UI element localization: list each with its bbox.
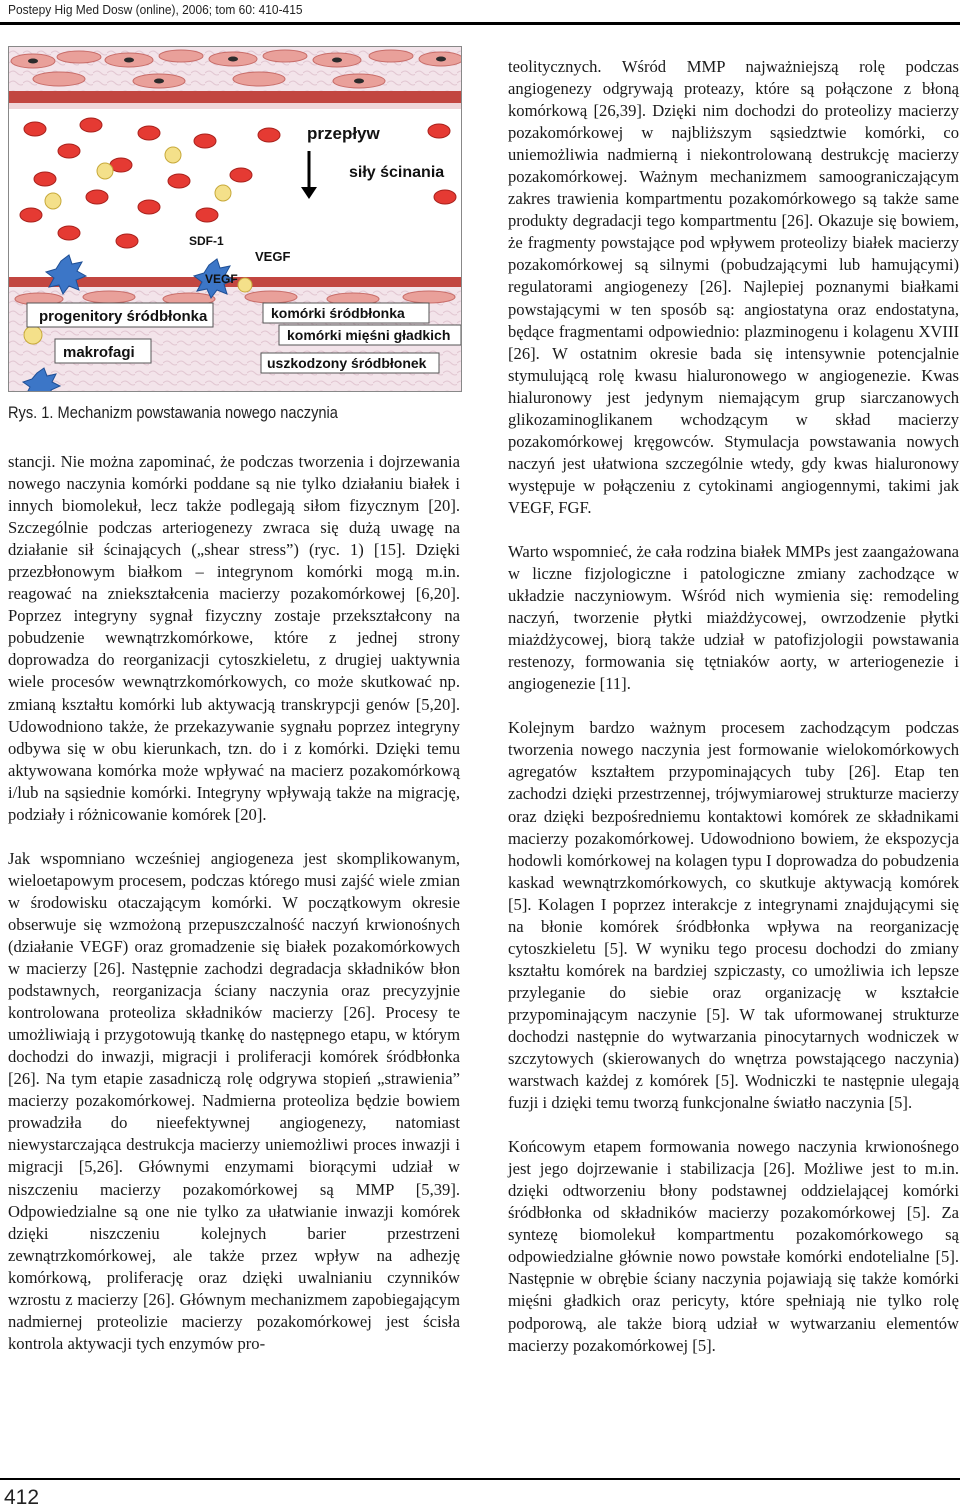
left-column xyxy=(8,451,460,1355)
label-vegf-2: VEGF xyxy=(205,272,238,286)
paragraph: stancji. Nie można zapominać, że podczas tworzenia i dojrzewania nowego naczynia komórki poddane są nie tylko działaniu białek i innych biomolekuł, lecz także podlegają siłom fizycznym [20]. Szczególnie podczas arteriogenezy zwraca się dużą uwagę na działanie sił ścinających („shear stress”) (ryc. 1) [15]. Dzięki przezbłonowym białkom – integrynom komórki mogą m.in. reagować na zniekształcenia macierzy pozakomórkowej [6,20]. Poprzez integryny sygnał fizyczny zostaje przekształcony na pobudzenie wewnątrzkomórkowe, które z jednej strony doprowadza do reorganizacji cytoszkieletu, z drugiej uaktywnia wiele procesów wewnątrzkomórkowych, co może skutkować np. zmianą kształtu komórki lub aktywacją transkrypcji genów [5,20]. Udowodniono także, że przekazywanie sygnału poprzez integryny odbywa się w obu kierunkach, tzn. do i z komórki. Dzięki temu aktywowana komórka może wpływać na macierz pozakomórkową i/lub na sąsiednie komórki. Integryny wpływają także na migrację, podziały i różnicowanie komórek [20]. xyxy=(8,452,460,824)
vessel-lumen xyxy=(9,109,461,277)
label-endothelial: komórki śródbłonka xyxy=(271,305,405,321)
label-macrophages: makrofagi xyxy=(63,344,135,361)
figure-caption: Rys. 1. Mechanizm powstawania nowego naczynia xyxy=(8,403,338,422)
paragraph: Końcowym etapem formowania nowego naczynia krwionośnego jest jego dojrzewanie i stabilizacja [26]. Możliwe jest to m.in. dzięki odtworzeniu błony podstawnej oddzielającej komórki śródbłonka od składników macierzy pozakomórkowej [5]. Za syntezę biomolekuł kompartmentu pozakomórkowego są odpowiedzialne głównie nowo powstałe komórki endotelialne [5]. Następnie w obrębie ściany naczynia pojawiają się także komórki mięśni gładkich oraz pericyty, które spełniają nie tylko rolę podporową, ale także biorą udział w wytwarzaniu elementów macierzy pozakomórkowej [5]. xyxy=(508,1137,959,1355)
label-smooth-muscle: komórki mięśni gładkich xyxy=(287,327,451,343)
label-flow: przepływ xyxy=(307,124,380,143)
label-vegf-1: VEGF xyxy=(255,249,291,264)
figure-vessel-mechanism xyxy=(8,46,462,392)
header-rule xyxy=(0,22,960,25)
endothelium-top-line xyxy=(9,91,461,103)
label-progenitors: progenitory śródbłonka xyxy=(39,308,208,325)
paragraph: Warto wspomnieć, że cała rodzina białek MMPs jest zaangażowana w liczne fizjologiczne i patologiczne zmiany zachodzące w układzie naczyniowym. Wśród nich wymienia się: remodeling naczyń, tworzenie płytki miażdżycowej, owrzodzenie płytki miażdżycowej, biorą także udział w patofizjologii powstawania restenozy, formowania się tętniaków aorty, w arteriogenezie i angiogenezie [11]. xyxy=(508,541,959,694)
running-header: Postepy Hig Med Dosw (online), 2006; tom 60: 410-415 xyxy=(8,2,303,17)
label-sdf1: SDF-1 xyxy=(189,234,224,248)
label-damaged: uszkodzony śródbłonek xyxy=(267,355,427,371)
paragraph: Kolejnym bardzo ważnym procesem zachodzącym podczas tworzenia nowego naczynia jest formowanie wielokomórkowych agregatów kształtem przypominających tuby [26]. Etap ten zachodzi dzięki przestrzennej, trójwymiarowej strukturze macierzy oraz dzięki bezpośredniemu kontaktowi komórek ze składnikami macierzy pozakomórkowej. Udowodniono bowiem, że ekspozycja hodowli komórkowej na kolagen typu I doprowadza do pobudzenia kaskad wewnątrzkomórkowych, co skutkuje aktywacją komórek [5]. Kolagen I poprzez interakcje z integrynami znajdującymi się na błonie komórek śródbłonka wpływa na reorganizację cytoszkieletu [5]. W wyniku tego procesu dochodzi do zmiany kształtu komórek na bardziej szpiczasty, co umożliwia ich lepsze przyleganie do siebie oraz organizację w kształcie przypominającym naczynie [5]. W tak uformowanej strukturze dochodzi następnie do wytwarzania pinocytarnych wodniczek w szczytowych (skierowanych do wnętrza powstającego naczynia) warstwach każdej z komórek [5]. Wodniczki te następnie ulegają fuzji i dzięki temu tworzą funkcjonalne światło naczynia [5]. xyxy=(508,718,959,1113)
page-number: 412 xyxy=(4,1486,40,1509)
paragraph: teolitycznych. Wśród MMP najważniejszą rolę podczas angiogenezy odgrywają proteazy, które są połączone z błoną komórkową [26,39]. Dzięki nim dochodzi do proteolizy macierzy pozakomórkowej w najbliższym sąsiedztwie komórki, co uniemożliwia nadmierną i niekontrolowaną destrukcję macierzy pozakomórkowej. Ważnym mechanizmem samoograniczającym zakres trawienia kompartmentu pozakomórkowego są także same produkty degradacji tego kompartmentu [26]. Okazuje się bowiem, że fragmenty powstające pod wpływem proteolizy białek macierzy pozakomórkowej są silnymi (pobudzającymi lub hamującymi) regulatorami angiogenezy [26]. Najlepiej poznanymi białkami powstającymi w ten sposób są: angiostatyna oraz endostatyna, będące fragmentami odpowiednio: plazminogenu i kolagenu XVIII [26]. W ostatnim okresie bada się intensywnie potencjalnie stymulującą rolę kwasu hialuronowego w angiogenezie. Kwas hialuronowy jest jedynym niemającym grup siarczanowych glikozaminoglikanem wchodzącym w skład macierzy pozakomórkowej kręgowców. Stymulacja powstawania nowych naczyń jest ułatwiona szczególnie wtedy, gdy kwas hialuronowy występuje w połączeniu z cytokinami angiogennymi, takimi jak VEGF, FGF. xyxy=(508,57,959,517)
footer-rule xyxy=(0,1478,960,1480)
paragraph: Jak wspomniano wcześniej angiogeneza jest skomplikowanym, wieloetapowym procesem, podczas którego musi zajść wiele zmian w środowisku otaczającym komórki. W początkowym okresie obserwuje się wzmożoną przepuszczalność naczyń krwionośnych (działanie VEGF) oraz gromadzenie się białek pozakomórkowych w macierzy [26]. Następnie zachodzi degradacja składników błon podstawnych, reorganizacja ściany naczynia oraz precyzyjnie kontrolowana proteoliza składników macierzy [26]. Procesy te umożliwiają i przygotowują tkankę do następnego etapu, w którym dochodzi do inwazji, migracji i proliferacji komórek śródbłonka [26]. Na tym etapie zasadniczą rolę odgrywa stopień „strawienia” macierzy pozakomórkowej. Nadmierna proteoliza będzie bowiem prowadziła do nieefektywnej angiogenezy, natomiast niewystarczająca destrukcja macierzy uniemożliwi proces inwazji i migracji [5,26]. Głównymi enzymami biorącymi udział w niszczeniu macierzy pozakomórkowej są MMP [5,39]. Odpowiedzialne są one nie tylko za ułatwianie inwazji komórek dzięki niszczeniu kolejnych barier przestrzeni zewnątrzkomórkowej, ale także przez wpływ na adhezję komórkową, proliferację oraz dzięki uwalnianiu czynników wzrostu z macierzy [26]. Głównym mechanizmem zapobiegającym nadmiernej proteolizie macierzy pozakomórkowej jest ścisła kontrola aktywacji tych enzymów pro- xyxy=(8,848,460,1353)
right-column xyxy=(508,56,959,1357)
label-shear: siły ścinania xyxy=(349,164,445,181)
